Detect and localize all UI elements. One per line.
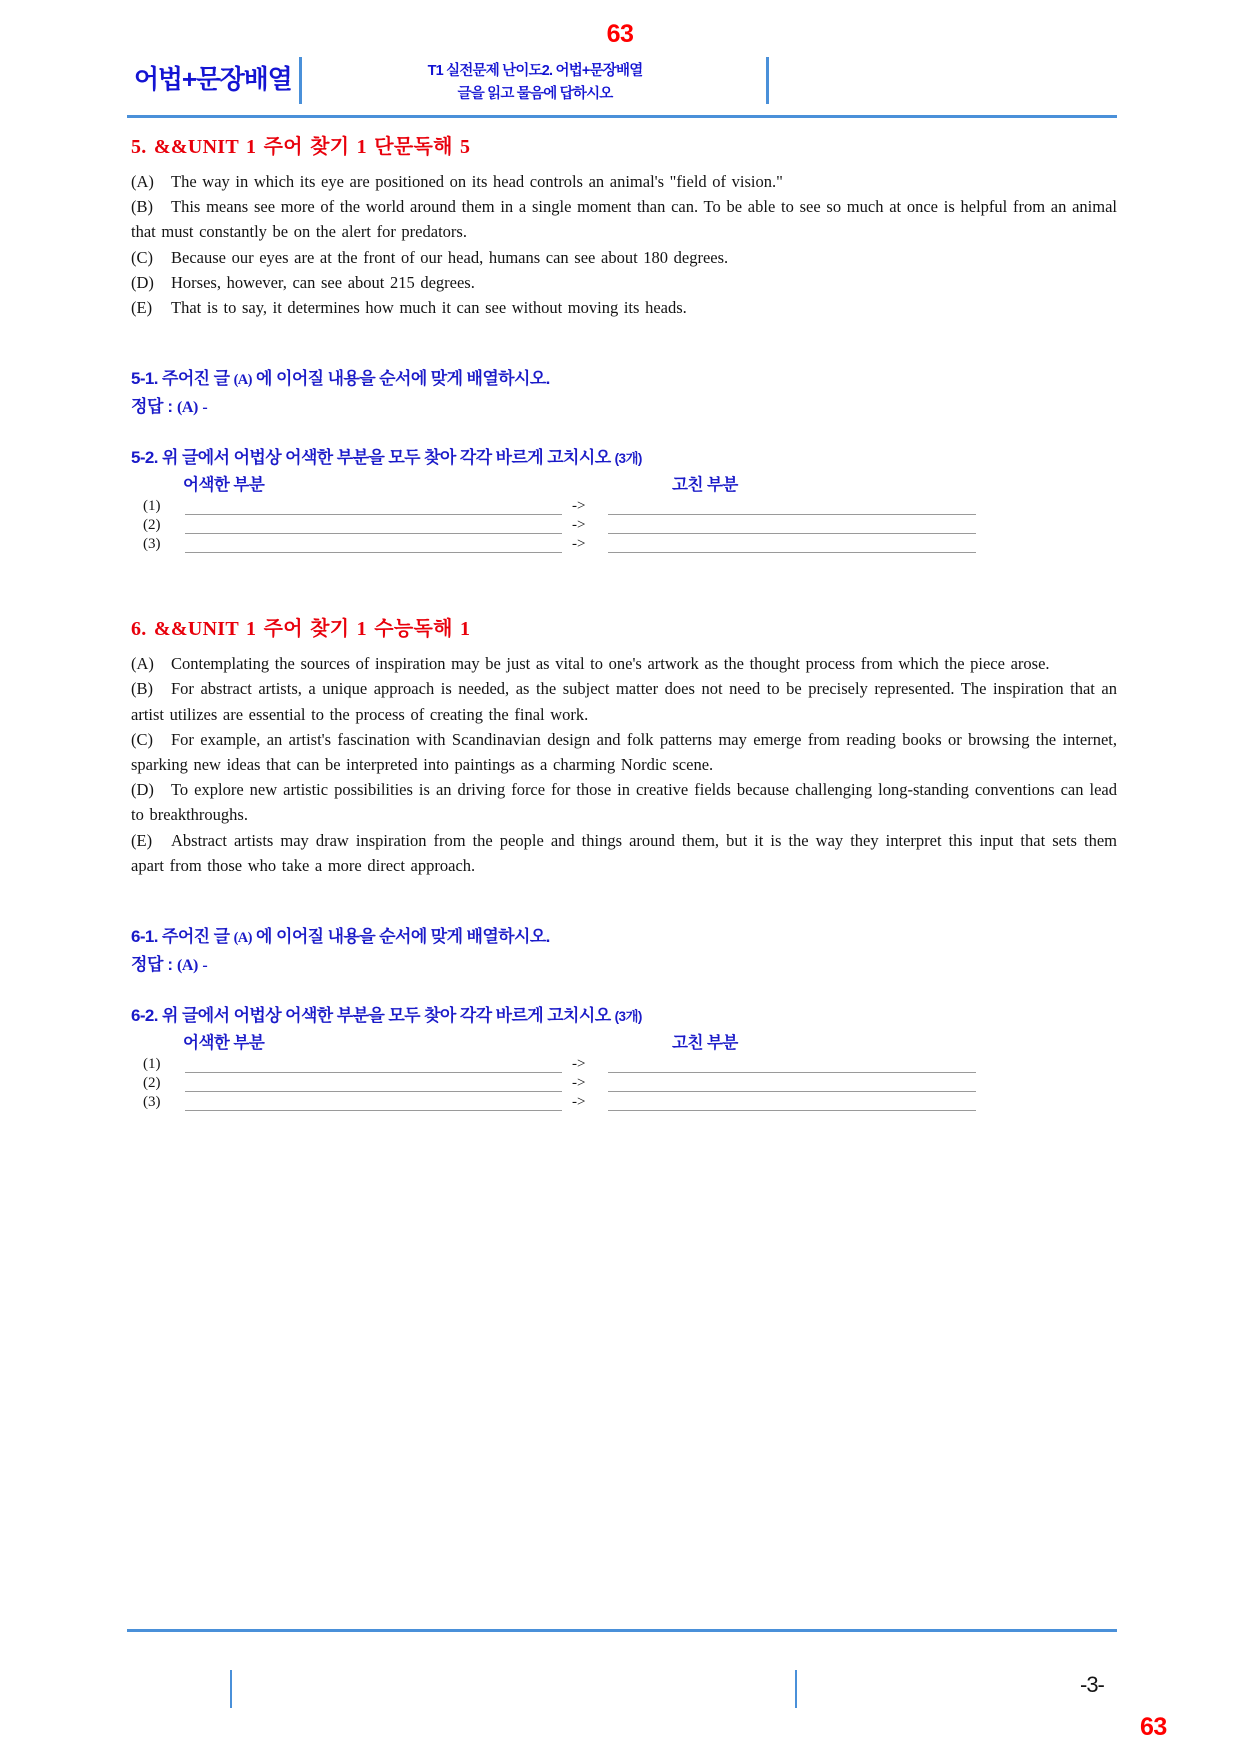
header-divider-right: [766, 57, 769, 104]
choice-label: (D): [131, 272, 154, 292]
subquestion-paren: (A): [233, 930, 252, 947]
choice-paragraph: [131, 270, 1117, 295]
subquestion-number: 5-2.: [131, 448, 158, 468]
answer-label: 정답 :: [131, 397, 173, 417]
choice-text: For example, an artist's fascination with Scandinavian design and folk patterns may emerge from reading books or browsing the internet, sparking new ideas that can be interpreted into paintings as a charming Nordic scene.: [131, 729, 1117, 775]
subquestion-prompt-before: 주어진 글: [162, 369, 230, 389]
answer-table-header: [127, 1029, 1117, 1053]
subquestion-prompt: 위 글에서 어법상 어색한 부분을 모두 찾아 각각 바르게 고치시오: [162, 448, 611, 468]
choice-text: Contemplating the sources of inspiration may be just as vital to one's artwork as the thought process from which the piece arose.: [171, 654, 1050, 674]
answer-blank-row: [127, 518, 1117, 537]
answer-blank-rows: [127, 1057, 1117, 1114]
spacer: [127, 975, 1117, 1001]
answer-blank-row: [127, 537, 1117, 556]
blank-line-incorrect[interactable]: [185, 533, 562, 534]
spacer: [127, 600, 1117, 612]
subquestion-5-1-prompt: [131, 364, 1117, 389]
subquestion-number: 5-1.: [131, 369, 158, 389]
answer-paren: (A): [176, 399, 198, 417]
header-page-number: 63: [606, 20, 634, 48]
answer-label: 정답 :: [131, 955, 173, 975]
column-header-corrected: 고친 부분: [672, 476, 738, 495]
answer-blank-rows: [127, 499, 1117, 556]
column-header-incorrect: 어색한 부분: [183, 1034, 265, 1053]
choice-paragraph: [131, 676, 1117, 726]
row-number: (3): [143, 1094, 161, 1111]
arrow-icon: ->: [572, 1056, 586, 1073]
choice-paragraph: [131, 295, 1117, 320]
row-number: (1): [143, 1056, 161, 1073]
blank-line-corrected[interactable]: [608, 552, 976, 553]
answer-table-header: [127, 471, 1117, 495]
choice-paragraph: [131, 727, 1117, 777]
choice-text: Abstract artists may draw inspiration from the people and things around them, but it is the way they interpret this input that sets them apart from those who take a more direct approach.: [131, 830, 1117, 875]
row-number: (3): [143, 536, 161, 553]
blank-line-corrected[interactable]: [608, 533, 976, 534]
blank-line-incorrect[interactable]: [185, 1072, 562, 1073]
footer-folio: -3-: [1080, 1672, 1104, 1697]
blank-line-corrected[interactable]: [608, 514, 976, 515]
footer-page-number: 63: [1140, 1713, 1167, 1741]
subquestion-paren: (A): [233, 372, 252, 389]
footer-rule: [127, 1629, 1117, 1632]
choice-paragraph: [131, 169, 1117, 194]
choice-text: Because our eyes are at the front of our head, humans can see about 180 degrees.: [171, 247, 729, 267]
blank-line-incorrect[interactable]: [185, 552, 562, 553]
page-content: [127, 130, 1117, 1114]
answer-dash: -: [202, 957, 208, 975]
subquestion-number: 6-1.: [131, 927, 158, 947]
spacer: [127, 320, 1117, 364]
subquestion-6-1-prompt: [131, 922, 1117, 947]
choice-text: Horses, however, can see about 215 degrees.: [171, 272, 475, 292]
arrow-icon: ->: [572, 498, 586, 515]
answer-blank-row: [127, 499, 1117, 518]
subquestion-prompt-after: 에 이어질 내용을 순서에 맞게 배열하시오.: [256, 927, 550, 947]
choice-label: (A): [131, 172, 154, 191]
choice-label: (C): [131, 247, 153, 267]
question-block-6: [127, 612, 1117, 1114]
choice-text: That is to say, it determines how much it can see without moving its heads.: [171, 298, 687, 318]
subquestion-number: 6-2.: [131, 1006, 158, 1026]
footer-divider-left: [230, 1670, 232, 1708]
row-number: (2): [143, 1075, 161, 1092]
choice-label: (B): [131, 197, 153, 217]
question-block-5: [127, 130, 1117, 556]
spacer: [127, 878, 1117, 922]
subquestion-count: (3개): [614, 451, 642, 467]
spacer: [127, 417, 1117, 443]
subquestion-prompt-before: 주어진 글: [162, 927, 230, 947]
header-subtitle-line-2: 글을 읽고 물음에 답하시오: [457, 86, 613, 102]
choice-paragraph: [131, 651, 1117, 676]
subquestion-5-2-prompt: [131, 443, 1117, 468]
subquestion-count: (3개): [614, 1009, 642, 1025]
blank-line-incorrect[interactable]: [185, 1091, 562, 1092]
choice-label: (E): [131, 298, 153, 318]
answer-dash: -: [202, 399, 208, 417]
header-divider-left: [299, 57, 302, 104]
answer-field-6-1[interactable]: [131, 950, 1117, 975]
answer-paren: (A): [176, 957, 198, 975]
subquestion-prompt-after: 에 이어질 내용을 순서에 맞게 배열하시오.: [256, 369, 550, 389]
choice-text: This means see more of the world around them in a single moment than can. To be able to see so much at once is helpful from an animal that must constantly be on the alert for predators.: [131, 197, 1117, 242]
answer-blank-row: [127, 1076, 1117, 1095]
subquestion-6-2-prompt: [131, 1001, 1117, 1026]
answer-field-5-1[interactable]: [131, 392, 1117, 417]
arrow-icon: ->: [572, 517, 586, 534]
choice-label: (D): [131, 780, 154, 800]
spacer: [127, 556, 1117, 600]
row-number: (1): [143, 498, 161, 515]
choice-paragraph: [131, 828, 1117, 878]
column-header-incorrect: 어색한 부분: [183, 476, 265, 495]
blank-line-corrected[interactable]: [608, 1072, 976, 1073]
header-rule: [127, 115, 1117, 118]
choice-label: (B): [131, 679, 153, 699]
footer-divider-right: [795, 1670, 797, 1708]
header-logo: 어법+문장배열: [134, 64, 292, 94]
choice-paragraph: [131, 194, 1117, 244]
arrow-icon: ->: [572, 1075, 586, 1092]
choice-paragraph: [131, 245, 1117, 270]
blank-line-corrected[interactable]: [608, 1110, 976, 1111]
column-header-corrected: 고친 부분: [672, 1034, 738, 1053]
choice-text: To explore new artistic possibilities is an driving force for those in creative fields because challenging long-standing conventions can lead to breakthroughs.: [131, 780, 1117, 825]
choice-label: (E): [131, 830, 153, 850]
choice-label: (C): [131, 729, 153, 749]
header-subtitle: [320, 60, 750, 106]
choice-paragraph: [131, 777, 1117, 827]
choice-text: The way in which its eye are positioned on its head controls an animal's "field of vision.": [171, 172, 783, 191]
blank-line-incorrect[interactable]: [185, 514, 562, 515]
blank-line-corrected[interactable]: [608, 1091, 976, 1092]
arrow-icon: ->: [572, 536, 586, 553]
row-number: (2): [143, 517, 161, 534]
subquestion-prompt: 위 글에서 어법상 어색한 부분을 모두 찾아 각각 바르게 고치시오: [162, 1006, 611, 1026]
answer-blank-row: [127, 1095, 1117, 1114]
answer-blank-row: [127, 1057, 1117, 1076]
blank-line-incorrect[interactable]: [185, 1110, 562, 1111]
choice-label: (A): [131, 654, 154, 674]
header-subtitle-line-1: T1 실전문제 난이도2. 어법+문장배열: [427, 63, 643, 79]
page-header: [0, 0, 1240, 120]
choice-text: For abstract artists, a unique approach is needed, as the subject matter does not need to be precisely represented. The inspiration that an artist utilizes are essential to the process of creating the final work.: [131, 679, 1117, 724]
arrow-icon: ->: [572, 1094, 586, 1111]
question-title: 6. &&UNIT 1 주어 찾기 1 수능독해 1: [131, 618, 471, 641]
question-title: 5. &&UNIT 1 주어 찾기 1 단문독해 5: [131, 136, 471, 158]
